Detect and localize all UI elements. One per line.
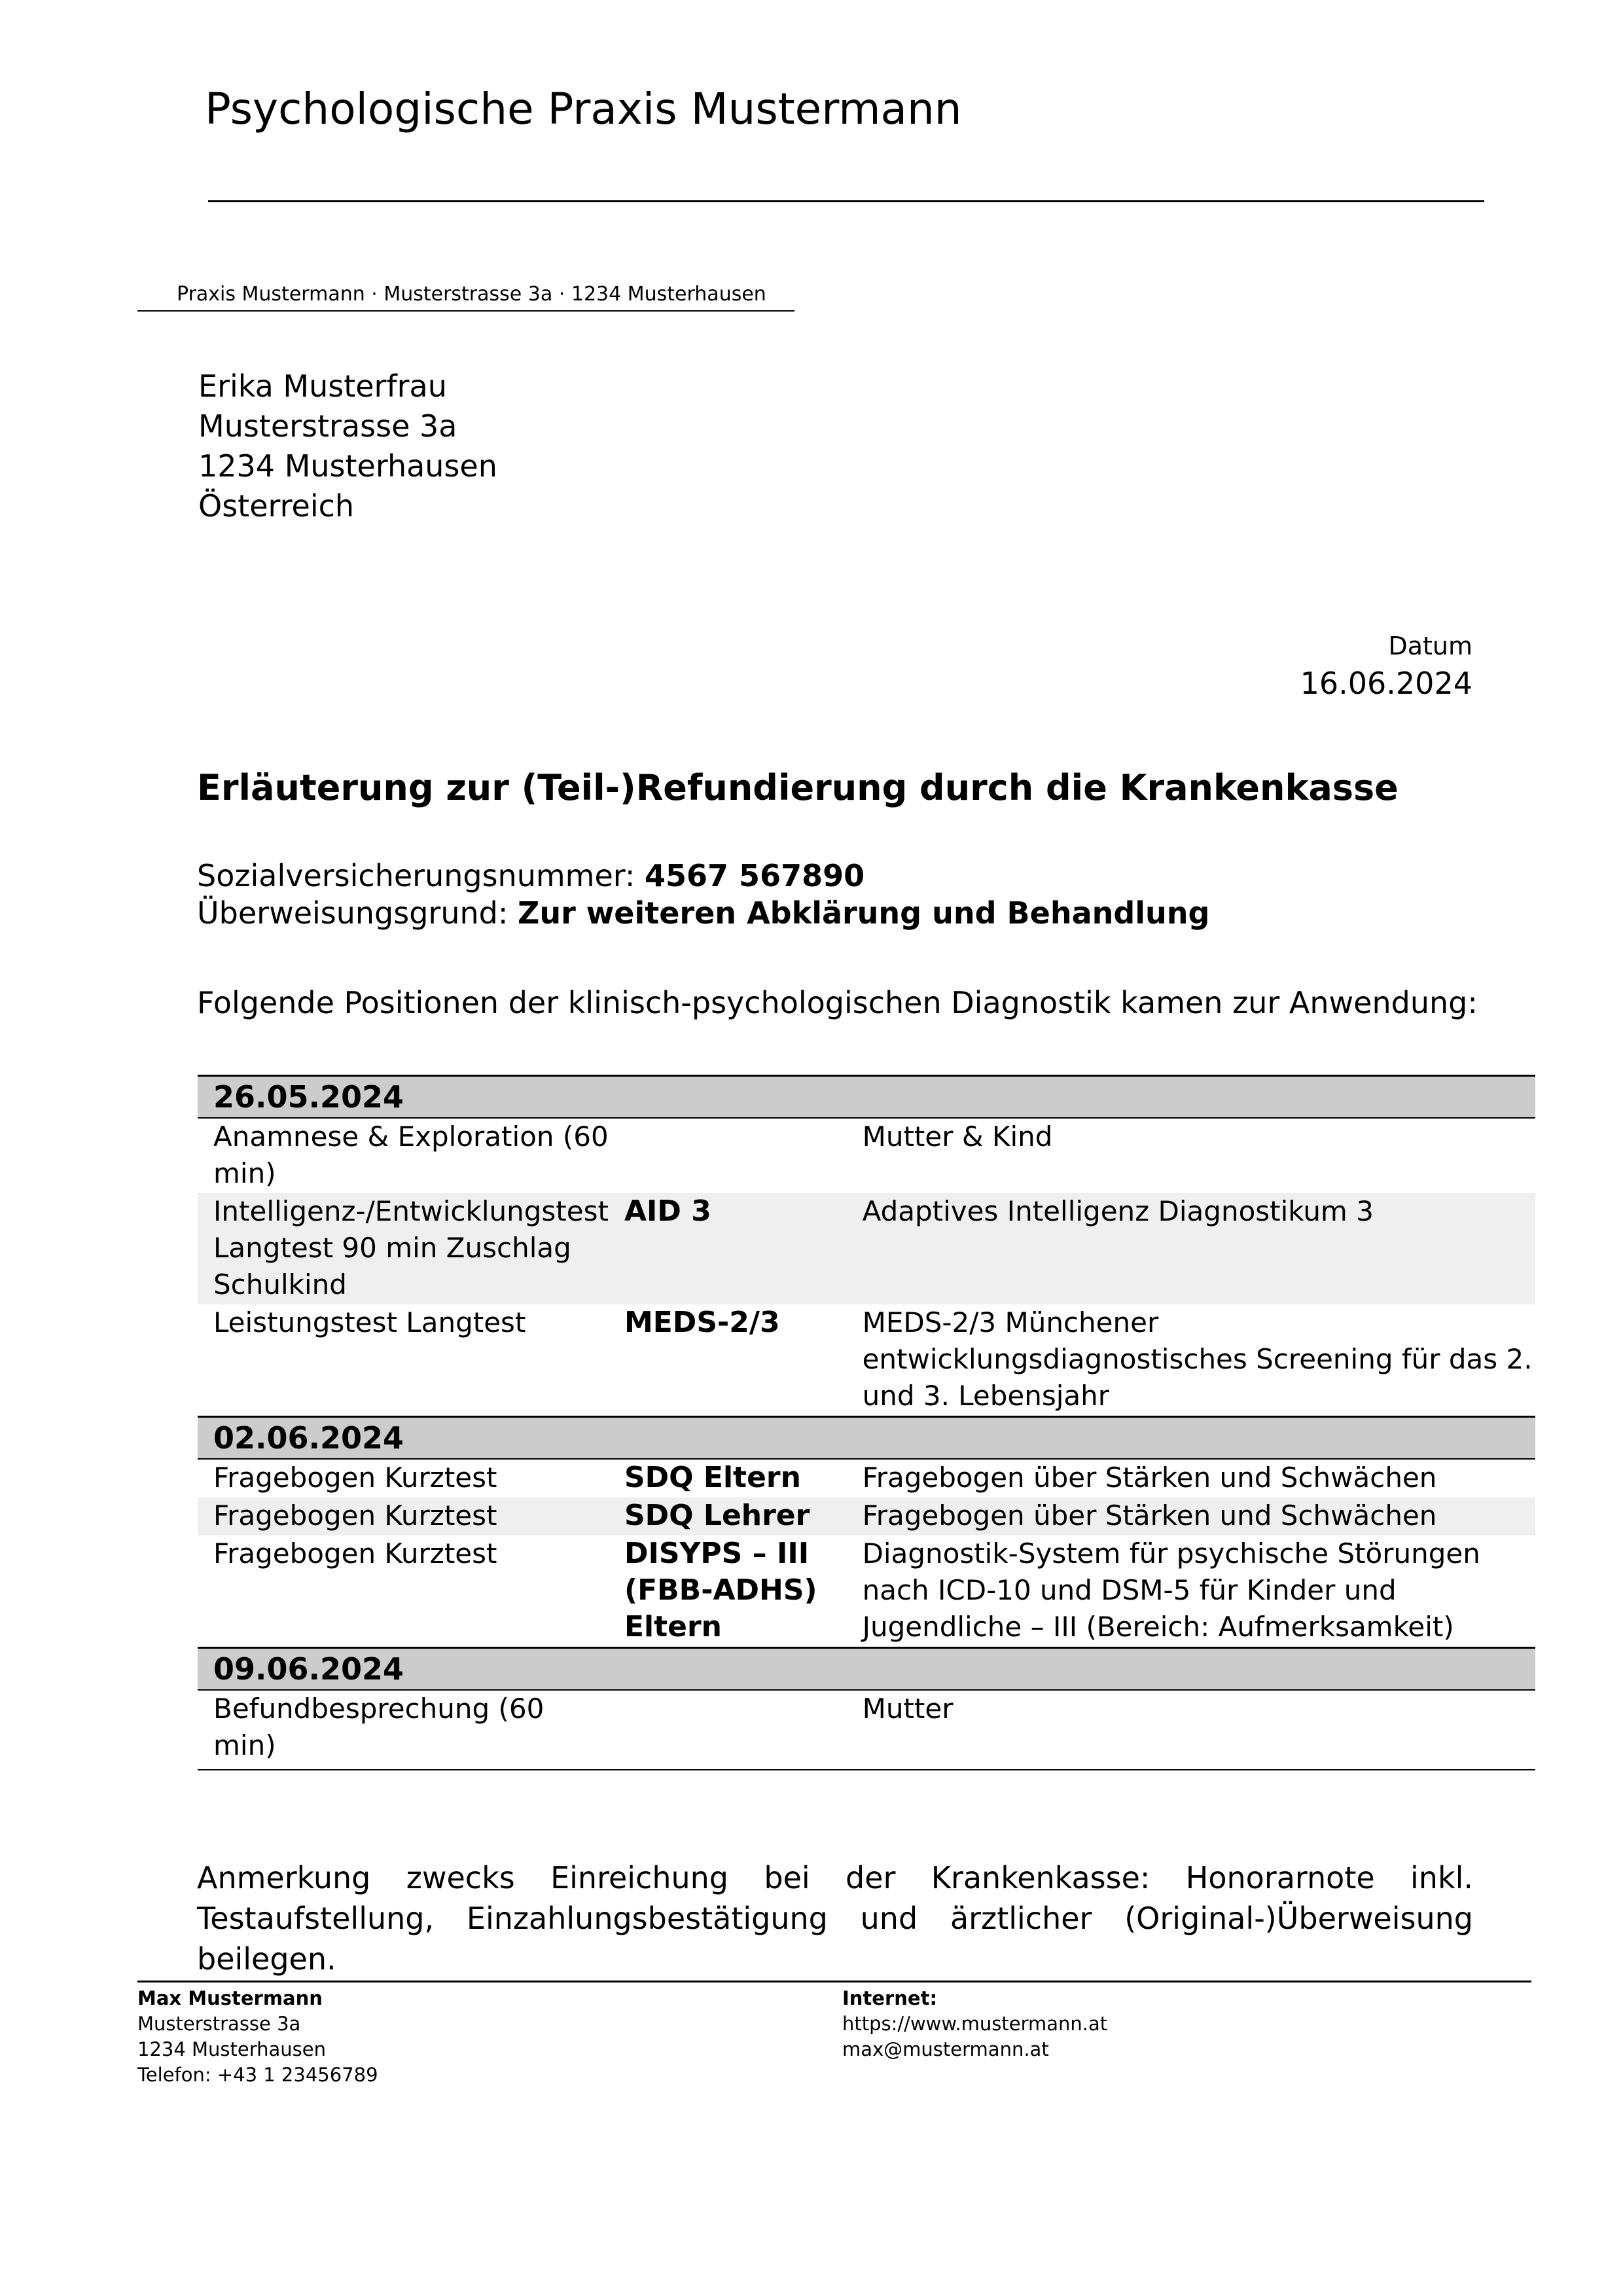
test-code-cell: DISYPS – III (FBB-ADHS) Eltern xyxy=(624,1537,817,1643)
description-cell: MEDS-2/3 Münchener entwicklungsdiagnostisches Screening für das 2. und 3. Lebensjahr xyxy=(862,1306,1533,1412)
header-rule xyxy=(208,200,1484,202)
footer-contact xyxy=(137,1986,378,2088)
table-row xyxy=(198,1498,1535,1535)
submission-note: Anmerkung zwecks Einreichung bei der Krankenkasse: Honorarnote inkl. Testaufstellung, Einzahlungsbestätigung und ärztlicher (Original-)Überweisung beilegen. xyxy=(197,1860,1473,1977)
table-row xyxy=(198,1193,1535,1304)
insurance-number-label: Sozialversicherungsnummer: xyxy=(197,858,645,893)
date-block xyxy=(1300,628,1472,703)
footer-internet xyxy=(842,1986,1107,2062)
practice-title: Psychologische Praxis Mustermann xyxy=(205,84,962,134)
description-cell: Mutter & Kind xyxy=(862,1121,1053,1153)
footer-city: 1234 Musterhausen xyxy=(137,2038,327,2060)
letter-subject: Erläuterung zur (Teil-)Refundierung durch die Krankenkasse xyxy=(197,767,1399,808)
patient-identification xyxy=(197,857,1209,932)
insurance-number-line xyxy=(197,857,1209,895)
position-cell: Intelligenz-/Entwicklungstest Langtest 90 min Zuschlag Schulkind xyxy=(198,1193,609,1304)
footer-rule xyxy=(137,1981,1531,1982)
footer-phone: Telefon: +43 1 23456789 xyxy=(137,2064,378,2086)
recipient-country: Österreich xyxy=(198,488,355,524)
footer-internet-heading: Internet: xyxy=(842,1987,938,2009)
test-code-cell xyxy=(609,1118,847,1193)
sender-rule xyxy=(137,310,794,312)
session-date: 02.06.2024 xyxy=(198,1417,1535,1460)
test-code-cell: SDQ Eltern xyxy=(624,1461,801,1494)
position-cell: Befundbesprechung (60 min) xyxy=(198,1690,609,1770)
referral-reason-label: Überweisungsgrund: xyxy=(197,895,518,931)
position-cell: Anamnese & Exploration (60 min) xyxy=(213,1121,609,1189)
test-code-cell: SDQ Lehrer xyxy=(609,1498,847,1535)
table-row xyxy=(198,1304,1535,1417)
footer-street: Musterstrasse 3a xyxy=(137,2013,301,2035)
footer-email-link[interactable]: max@mustermann.at xyxy=(842,2038,1049,2060)
session-date-row xyxy=(198,1076,1535,1119)
table-row xyxy=(198,1535,1535,1648)
session-date-row xyxy=(198,1417,1535,1460)
session-date: 09.06.2024 xyxy=(198,1648,1535,1691)
date-value: 16.06.2024 xyxy=(1300,666,1472,701)
test-code-cell: AID 3 xyxy=(609,1193,847,1304)
description-cell: Fragebogen über Stärken und Schwächen xyxy=(862,1462,1437,1494)
recipient-city: 1234 Musterhausen xyxy=(198,448,497,484)
position-cell: Fragebogen Kurztest xyxy=(198,1498,609,1535)
position-cell: Fragebogen Kurztest xyxy=(213,1462,497,1494)
referral-reason-value: Zur weiteren Abklärung und Behandlung xyxy=(517,895,1210,931)
description-cell: Mutter xyxy=(847,1690,1535,1770)
insurance-number-value: 4567 567890 xyxy=(645,858,865,893)
referral-reason-line xyxy=(197,895,1209,932)
date-label: Datum xyxy=(1388,632,1472,660)
recipient-address xyxy=(198,367,497,526)
recipient-name: Erika Musterfrau xyxy=(198,368,447,404)
table-row xyxy=(198,1459,1535,1498)
sender-return-address: Praxis Mustermann · Musterstrasse 3a · 1234 Musterhausen xyxy=(177,283,766,306)
footer-website-link[interactable]: https://www.mustermann.at xyxy=(842,2013,1108,2035)
description-cell: Diagnostik-System für psychische Störungen nach ICD-10 und DSM-5 für Kinder und Jugendliche – III (Bereich: Aufmerksamkeit) xyxy=(862,1537,1480,1643)
recipient-street: Musterstrasse 3a xyxy=(198,408,457,444)
diagnostics-table xyxy=(198,1075,1535,1770)
test-code-cell: MEDS-2/3 xyxy=(624,1306,780,1339)
position-cell: Fragebogen Kurztest xyxy=(213,1537,497,1570)
description-cell: Fragebogen über Stärken und Schwächen xyxy=(847,1498,1535,1535)
table-row xyxy=(198,1690,1535,1770)
footer-name: Max Mustermann xyxy=(137,1987,323,2009)
position-cell: Leistungstest Langtest xyxy=(213,1306,526,1338)
test-code-cell xyxy=(609,1690,847,1770)
session-date: 26.05.2024 xyxy=(198,1076,1535,1119)
intro-text: Folgende Positionen der klinisch-psychologischen Diagnostik kamen zur Anwendung: xyxy=(197,985,1478,1020)
session-date-row xyxy=(198,1648,1535,1691)
description-cell: Adaptives Intelligenz Diagnostikum 3 xyxy=(847,1193,1535,1304)
table-row xyxy=(198,1118,1535,1193)
